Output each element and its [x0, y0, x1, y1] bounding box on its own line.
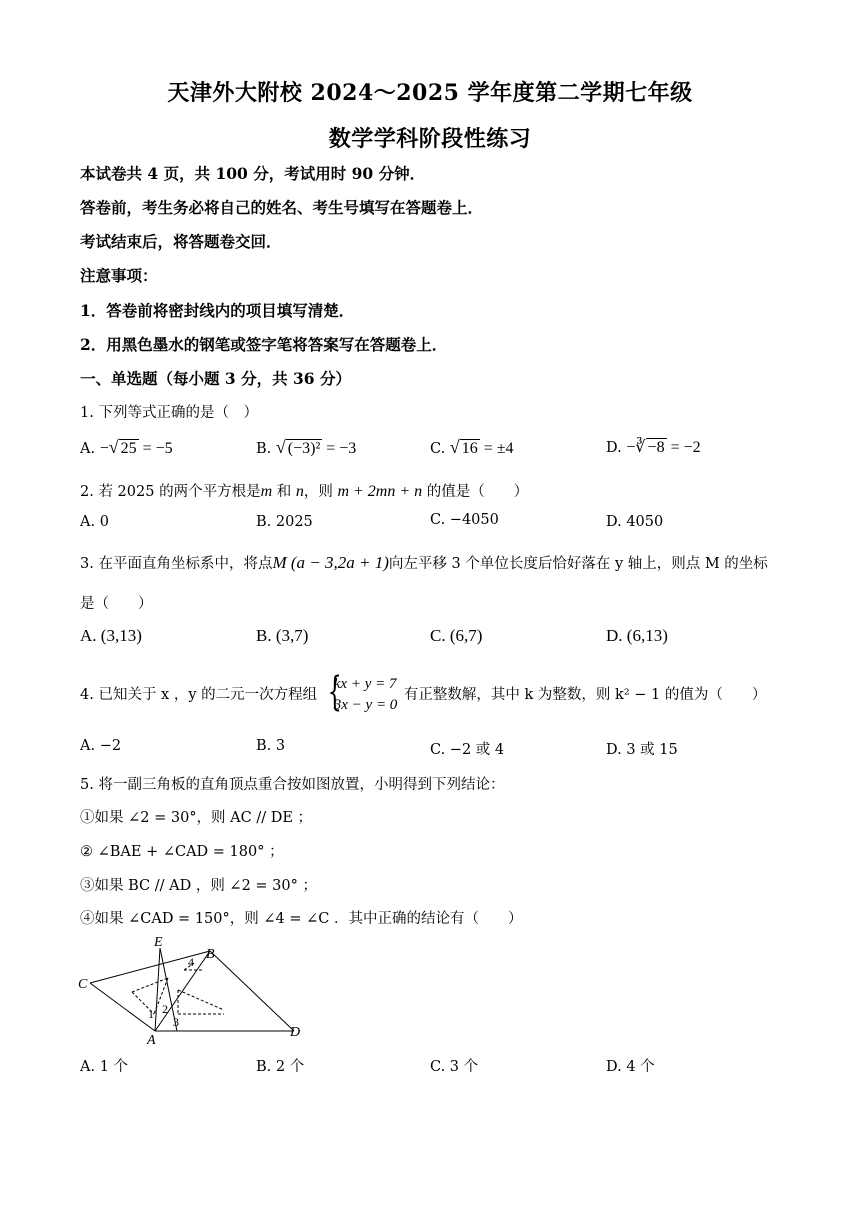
radicand: −8 [647, 439, 665, 456]
notice-item-1: 1．答卷前将密封线内的项目填写清楚． [80, 301, 355, 320]
stem-text: 3. 在平面直角坐标系中，将点 [80, 556, 273, 572]
point-m: M (a − 3,2a + 1) [272, 553, 389, 572]
label-c: C [78, 977, 88, 992]
question-1-option-c [430, 437, 514, 458]
option-label: D. [606, 440, 622, 456]
angle-label-1: 1 [148, 1007, 154, 1021]
segment-ca [90, 983, 155, 1031]
notice-heading: 注意事项： [80, 266, 158, 285]
intro-line-3: 考试结束后，将答题卷交回． [80, 232, 282, 251]
question-4-option-c: C. −2 或 4 [430, 742, 505, 758]
exam-title: 天津外大附校 2024～2025 学年度第二学期七年级 [167, 80, 693, 106]
question-5-option-d: D. 4 个 [606, 1059, 655, 1075]
question-5-conclusion-1: ①如果 ∠2 = 30°，则 AC // DE ； [80, 810, 313, 826]
math-rhs: = ±4 [479, 440, 514, 457]
stem-text: 和 [272, 484, 296, 500]
label-b: B [206, 947, 215, 962]
stem-text: 2. 若 2025 的两个平方根是 [80, 484, 261, 500]
radical-sign: √ [275, 437, 286, 457]
question-3-stem [80, 552, 768, 573]
stem-text: ，则 [303, 484, 338, 500]
cube-root-sign: −∛ [626, 439, 646, 456]
math-rhs: = −3 [322, 440, 357, 457]
dashed-line [178, 990, 224, 1010]
angle-label-4: 4 [188, 955, 194, 969]
question-5-conclusion-3: ③如果 BC // AD ，则 ∠2 = 30° ； [80, 878, 317, 894]
question-3-option-d: D. (6,13) [606, 626, 668, 645]
dashed-line [132, 978, 168, 992]
radical-sign: √ [108, 437, 119, 457]
angle-label-2: 2 [162, 1002, 168, 1016]
question-5-option-c: C. 3 个 [430, 1059, 479, 1075]
question-2-option-b: B. 2025 [256, 514, 313, 530]
expression: m + 2mn + n [337, 483, 423, 500]
question-4-option-d: D. 3 或 15 [606, 742, 678, 758]
radicand: 25 [120, 440, 137, 457]
question-1-option-b [256, 437, 356, 458]
question-2-stem [80, 480, 528, 501]
question-3-option-a: A. (3,13) [80, 626, 142, 645]
stem-text: 4. 已知关于 x ，y 的二元一次方程组 [80, 687, 318, 703]
question-2-option-a: A. 0 [80, 514, 109, 530]
question-5-stem: 5. 将一副三角板的直角顶点重合按如图放置，小明得到下列结论： [80, 777, 505, 793]
question-5-conclusion-2: ② ∠BAE + ∠CAD = 180° ； [80, 844, 284, 860]
question-1-option-d [606, 437, 701, 457]
question-3-option-b: B. (3,7) [256, 626, 309, 645]
section-heading: 一、单选题（每小题 3 分，共 36 分） [80, 369, 351, 388]
stem-text: 有正整数解，其中 k 为整数，则 k² − 1 的值为（ ） [403, 687, 767, 703]
intro-line-2: 答卷前，考生务必将自己的姓名、考生号填写在答题卷上． [80, 198, 484, 217]
triangle-figure [74, 930, 314, 1048]
label-d: D [290, 1025, 301, 1040]
question-5-option-b: B. 2 个 [256, 1059, 305, 1075]
math-rhs: = −2 [666, 439, 701, 456]
option-label: A. [80, 441, 96, 457]
option-label: B. [256, 441, 272, 457]
question-1-stem: 1. 下列等式正确的是（ ） [80, 405, 258, 421]
notice-item-2: 2．用黑色墨水的钢笔或签字笔将答案写在答题卷上． [80, 335, 448, 354]
question-2-option-d: D. 4050 [606, 514, 664, 530]
question-3-stem-cont: 是（ ） [80, 596, 153, 612]
intro-line-1: 本试卷共 4 页，共 100 分，考试用时 90 分钟． [80, 164, 426, 183]
radical-sign: √ [449, 437, 460, 457]
equation-2: 3x − y = 0 [333, 697, 398, 713]
option-label: C. [430, 441, 446, 457]
label-e: E [154, 935, 163, 950]
question-4-option-b: B. 3 [256, 738, 286, 754]
radicand: (−3)² [287, 440, 321, 457]
segment-bd [210, 951, 294, 1031]
stem-text: 向左平移 3 个单位长度后恰好落在 y 轴上，则点 M 的坐标 [388, 556, 768, 572]
math-sign: − [99, 440, 109, 457]
question-1-option-a [80, 437, 173, 458]
segment-ea [155, 948, 160, 1031]
question-5-option-a: A. 1 个 [80, 1059, 129, 1075]
stem-text: 的值是（ ） [422, 484, 529, 500]
brace-icon: { [327, 669, 342, 715]
question-3-option-c: C. (6,7) [430, 626, 483, 645]
var-m: m [260, 483, 273, 500]
question-4-option-a: A. −2 [80, 738, 122, 754]
radicand: 16 [461, 440, 478, 457]
question-2-option-c: C. −4050 [430, 512, 499, 528]
question-5-conclusion-4: ④如果 ∠CAD = 150°，则 ∠4 = ∠C ．其中正确的结论有（ ） [80, 911, 523, 927]
question-4-stem [80, 669, 767, 716]
exam-subtitle: 数学学科阶段性练习 [328, 126, 532, 152]
var-n: n [295, 483, 304, 500]
angle-label-3: 3 [173, 1015, 179, 1029]
label-a: A [147, 1033, 156, 1048]
equation-system [324, 669, 398, 716]
math-rhs: = −5 [138, 440, 173, 457]
equation-1: kx + y = 7 [333, 676, 397, 692]
